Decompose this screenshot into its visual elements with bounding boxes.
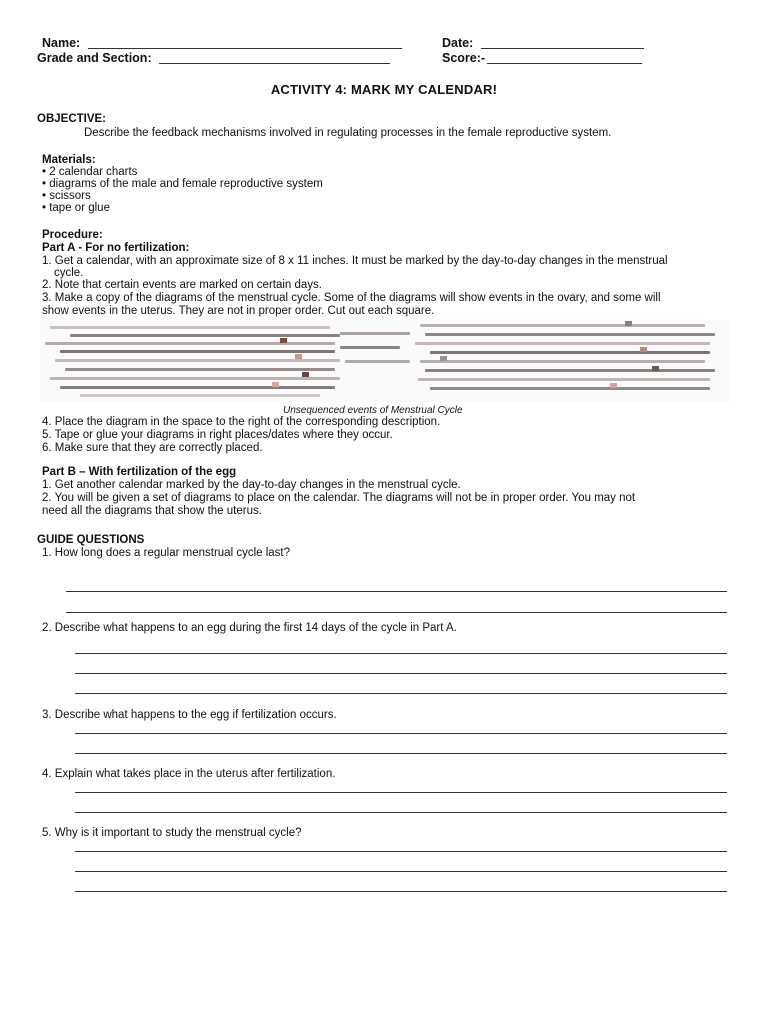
materials-item: • diagrams of the male and female reproductive system	[42, 178, 323, 190]
objective-heading: OBJECTIVE:	[37, 113, 107, 125]
grade-section-field[interactable]	[159, 63, 390, 64]
figure-caption: Unsequenced events of Menstrual Cycle	[283, 405, 463, 416]
name-field[interactable]	[88, 48, 402, 49]
objective-text: Describe the feedback mechanisms involved in regulating processes in the female reproductive system.	[84, 127, 612, 139]
question-3: 3. Describe what happens to the egg if fertilization occurs.	[42, 709, 337, 721]
materials-item: • 2 calendar charts	[42, 166, 138, 178]
answer-line[interactable]	[75, 891, 727, 892]
materials-heading: Materials:	[42, 154, 96, 166]
step-6: 6. Make sure that they are correctly placed.	[42, 442, 263, 454]
step-1: 1. Get a calendar, with an approximate size of 8 x 11 inches. It must be marked by the day-to-day changes in the menstrual	[42, 255, 668, 267]
name-label: Name:	[42, 36, 81, 50]
answer-line[interactable]	[75, 673, 727, 674]
answer-line[interactable]	[75, 871, 727, 872]
answer-line[interactable]	[75, 653, 727, 654]
question-1: 1. How long does a regular menstrual cycle last?	[42, 547, 291, 559]
part-a-heading: Part A - For no fertilization:	[42, 242, 190, 254]
question-4: 4. Explain what takes place in the uterus after fertilization.	[42, 768, 336, 780]
page-title: ACTIVITY 4: MARK MY CALENDAR!	[270, 82, 498, 97]
question-5: 5. Why is it important to study the menstrual cycle?	[42, 827, 302, 839]
answer-line[interactable]	[75, 733, 727, 734]
answer-line[interactable]	[66, 612, 727, 613]
answer-line[interactable]	[75, 792, 727, 793]
answer-line[interactable]	[66, 591, 727, 592]
step-4: 4. Place the diagram in the space to the right of the corresponding description.	[42, 416, 441, 428]
step-3-cont: show events in the uterus. They are not in proper order. Cut out each square.	[42, 305, 435, 317]
step-1-cont: cycle.	[54, 267, 84, 279]
menstrual-cycle-diagrams-image	[40, 320, 730, 402]
score-label: Score:-	[442, 51, 486, 65]
question-2: 2. Describe what happens to an egg during the first 14 days of the cycle in Part A.	[42, 622, 457, 634]
score-field[interactable]	[487, 63, 642, 64]
materials-item: • scissors	[42, 190, 91, 202]
grade-section-label: Grade and Section:	[37, 51, 152, 65]
date-field[interactable]	[481, 48, 644, 49]
part-b-step-2-cont: need all the diagrams that show the uterus.	[42, 505, 262, 517]
part-b-step-1: 1. Get another calendar marked by the day-to-day changes in the menstrual cycle.	[42, 479, 461, 491]
answer-line[interactable]	[75, 812, 727, 813]
answer-line[interactable]	[75, 753, 727, 754]
part-b-heading: Part B – With fertilization of the egg	[42, 466, 237, 478]
step-5: 5. Tape or glue your diagrams in right places/dates where they occur.	[42, 429, 393, 441]
date-label: Date:	[442, 36, 474, 50]
part-b-step-2: 2. You will be given a set of diagrams to place on the calendar. The diagrams will not be in proper order. You may not	[42, 492, 636, 504]
step-3: 3. Make a copy of the diagrams of the menstrual cycle. Some of the diagrams will show events in the ovary, and some will	[42, 292, 661, 304]
procedure-heading: Procedure:	[42, 229, 103, 241]
materials-item: • tape or glue	[42, 202, 110, 214]
step-2: 2. Note that certain events are marked on certain days.	[42, 279, 322, 291]
answer-line[interactable]	[75, 693, 727, 694]
guide-questions-heading: GUIDE QUESTIONS	[37, 534, 145, 546]
answer-line[interactable]	[75, 851, 727, 852]
